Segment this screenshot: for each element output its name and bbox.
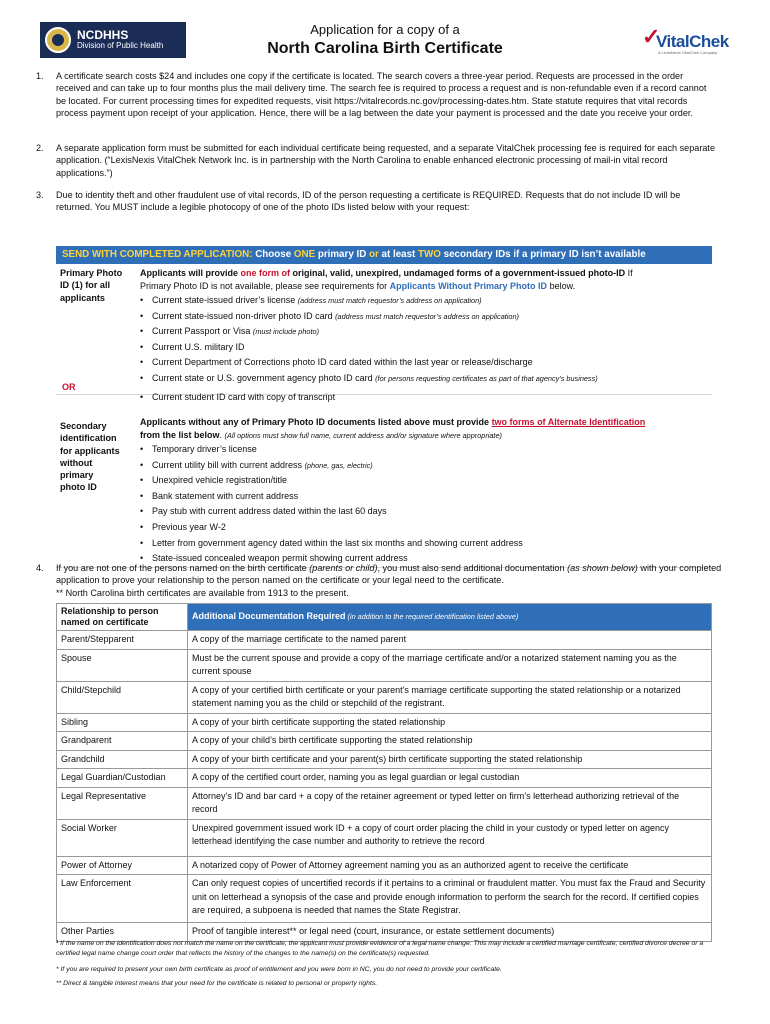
relationship-cell: Legal Guardian/Custodian <box>57 769 188 788</box>
list-item <box>140 489 523 505</box>
label-line: Primary Photo <box>60 268 123 278</box>
header-text: Additional Documentation Required <box>192 611 346 622</box>
item-note: (address must match requestor’s address on application) <box>335 311 519 321</box>
paragraph-number: 1. <box>36 71 44 81</box>
list-item <box>140 309 598 325</box>
label-line: for applicants <box>60 445 120 456</box>
footnote-3: ** Direct & tangible interest means that your need for the certificate is related to personal or property rights. <box>56 980 378 987</box>
banner-lead: SEND WITH COMPLETED APPLICATION: <box>62 249 253 260</box>
secondary-id-label <box>60 420 120 494</box>
table-row <box>57 769 712 788</box>
relationship-cell: Child/Stepchild <box>57 681 188 713</box>
intro-text: If <box>625 268 633 278</box>
primary-id-label <box>60 267 122 304</box>
documentation-cell: A copy of your certified birth certificate or your parent’s marriage certificate supporting the stated relationship or a notarized statement naming you as the child or stepchild of the registrant. <box>188 681 712 713</box>
documentation-cell: Attorney’s ID and bar card + a copy of the retainer agreement or typed letter on firm’s letterhead authorizing retrieval of the record <box>188 787 712 819</box>
text-run: (parents or child) <box>309 563 378 573</box>
intro-text: from the list below <box>140 429 220 440</box>
table-row <box>57 856 712 875</box>
documentation-cell: Unexpired government issued work ID + a copy of court order placing the child in your custody or typed letter on agency letterhead identifying the case number and authority to retrieve the record <box>188 819 712 856</box>
table-row <box>57 681 712 713</box>
item-text: Current utility bill with current address <box>152 459 305 470</box>
list-item <box>140 473 523 489</box>
intro-text: original, valid, unexpired, undamaged forms of a government-issued photo-ID <box>290 268 626 278</box>
label-line: photo ID <box>60 482 97 493</box>
list-item <box>140 504 523 520</box>
banner-text: Choose <box>252 249 294 260</box>
table-row <box>57 875 712 923</box>
item-text: Unexpired vehicle registration/title <box>152 475 288 486</box>
secondary-id-row <box>56 395 712 568</box>
table-row <box>57 819 712 856</box>
item-note: (for persons requesting certificates as part of that agency’s business) <box>375 373 598 383</box>
primary-id-row <box>56 264 712 402</box>
item-text: Letter from government agency dated within the last six months and showing current address <box>152 537 523 548</box>
checkmark-icon: ✓ <box>642 24 661 49</box>
relationship-cell: Other Parties <box>57 923 188 942</box>
secondary-id-intro <box>140 416 710 442</box>
item-text: Previous year W-2 <box>152 521 226 532</box>
paragraph-text: A separate application form must be submitted for each individual certificate being requested, and a separate VitalChek processing fee is required for each separate application. (“LexisNexis VitalChek Network Inc. is in partnership with the North Carolina to enable enhanced electronic processing of mail-in vital record applications.”) <box>56 143 716 178</box>
label-line: ID (1) for all <box>60 280 111 291</box>
text-run: , you must also send additional documentation <box>377 563 568 573</box>
label-line: identification <box>60 433 117 444</box>
or-divider: OR <box>62 382 76 392</box>
banner-emphasis: TWO <box>418 249 441 260</box>
relationship-table <box>56 603 712 942</box>
table-row <box>57 750 712 769</box>
banner-text: primary ID <box>315 249 370 260</box>
label-line: primary <box>60 470 94 481</box>
item-text: Current state or U.S. government agency photo ID card <box>152 372 376 383</box>
banner-text: secondary IDs if a primary ID isn’t available <box>440 249 646 260</box>
intro-text: . <box>219 429 225 440</box>
list-item <box>140 340 598 356</box>
relationship-cell: Grandchild <box>57 750 188 769</box>
paragraph-2 <box>36 142 716 179</box>
primary-id-list <box>140 293 598 405</box>
vitalchek-name: VitalChek <box>656 32 729 51</box>
item-note: (address must match requestor’s address on application) <box>297 296 482 305</box>
item-text: State-issued concealed weapon permit showing current address <box>152 553 408 564</box>
relationship-cell: Law Enforcement <box>57 875 188 923</box>
relationship-cell: Legal Representative <box>57 787 188 819</box>
item-note: (must include photo) <box>252 327 320 337</box>
item-text: Current state-issued non-driver photo ID card <box>152 310 336 321</box>
intro-text: Primary Photo ID is not available, please see requirements for <box>140 280 390 291</box>
item-text: Pay stub with current address dated within the last 60 days <box>152 506 387 517</box>
banner-emphasis: ONE <box>293 249 316 260</box>
table-row <box>57 787 712 819</box>
intro-text: Applicants will provide <box>140 268 241 278</box>
table-row <box>57 649 712 681</box>
paragraph-text <box>56 562 726 599</box>
footnote-1: ¹ If the name on the identification does not match the name on the certificate, the applicant must provide evidence of a legal name change. This may include a certified marriage certificate, certified divorce decree or a certified legal name change court order that reflects the history of the changes to the name(s) on the certificate(s) requested. <box>56 940 704 957</box>
column-header-relationship: Relationship to person named on certificate <box>57 604 188 631</box>
relationship-cell: Sibling <box>57 713 188 732</box>
item-note: (phone, gas, electric) <box>304 460 373 470</box>
documentation-cell: A copy of your birth certificate and your parent(s) birth certificate supporting the stated relationship <box>188 750 712 769</box>
documentation-cell: A copy of the certified court order, naming you as legal guardian or legal custodian <box>188 769 712 788</box>
paragraph-text: Due to identity theft and other fraudulent use of vital records, ID of the person requesting a certificate is REQUIRED. Requests that do not include ID will be returned. You MUST include a legible photocopy of one of the photo IDs listed below with your request: <box>56 190 681 213</box>
list-item <box>140 442 523 458</box>
primary-id-intro <box>140 267 710 292</box>
relationship-cell: Spouse <box>57 649 188 681</box>
secondary-id-list <box>140 442 523 567</box>
table-header-row <box>57 604 712 631</box>
text-run: with your completed application to prove your relationship to the person named on the certificate or your legal need to the certificate. <box>56 563 722 586</box>
item-text: Temporary driver’s license <box>152 444 257 454</box>
text-run: If you are not one of the persons named on the birth certificate <box>56 563 310 573</box>
documentation-cell: A notarized copy of Power of Attorney agreement naming you as an authorized agent to receive the certificate <box>188 856 712 875</box>
footnote-2: * If you are required to present your own birth certificate as proof of entitlement and you were born in NC, you do not need to provide your certificate. <box>56 966 502 973</box>
list-item <box>140 324 598 340</box>
label-line: Secondary <box>60 421 107 431</box>
table-row <box>57 631 712 650</box>
label-line: without <box>60 457 93 468</box>
table-row <box>57 732 712 751</box>
id-requirements-banner <box>56 246 712 264</box>
header-note: (in addition to the required identification listed above) <box>345 612 519 622</box>
intro-emphasis: two forms of Alternate Identification <box>491 417 646 427</box>
relationship-cell: Grandparent <box>57 732 188 751</box>
relationship-cell: Parent/Stepparent <box>57 631 188 650</box>
list-item <box>140 355 598 371</box>
item-text: Current state-issued driver’s license <box>152 295 298 305</box>
ncdhhs-division: Division of Public Health <box>77 41 164 51</box>
ncdhhs-name: NCDHHS <box>77 28 129 42</box>
intro-text: Applicants without any of Primary Photo ID documents listed above must provide <box>140 417 492 427</box>
paragraph-4 <box>36 562 726 599</box>
list-item <box>140 536 523 552</box>
documentation-cell: Must be the current spouse and provide a copy of the marriage certificate and/or a notarized statement naming you as the current spouse <box>188 649 712 681</box>
intro-text: below. <box>547 280 576 291</box>
text-run: (as shown below) <box>567 563 638 573</box>
documentation-cell: A copy of the marriage certificate to the named parent <box>188 631 712 650</box>
id-requirements-box <box>56 246 712 568</box>
column-header-documentation <box>188 604 712 631</box>
item-text: Current student ID card with copy of transcript <box>152 391 336 402</box>
relationship-cell: Power of Attorney <box>57 856 188 875</box>
item-text: Current Passport or Visa <box>152 326 253 337</box>
banner-emphasis: or <box>369 249 379 260</box>
label-line: applicants <box>60 292 105 303</box>
item-text: Current Department of Corrections photo ID card dated within the last year or release/discharge <box>152 357 533 368</box>
list-item <box>140 520 523 536</box>
relationship-cell: Social Worker <box>57 819 188 856</box>
paragraph-1 <box>36 70 716 119</box>
intro-note: (All options must show full name, current address and/or signature where appropriate) <box>224 430 502 440</box>
vitalchek-logo <box>642 26 732 56</box>
documentation-cell: A copy of your birth certificate supporting the stated relationship <box>188 713 712 732</box>
item-text: Bank statement with current address <box>152 490 299 501</box>
paragraph-number: 2. <box>36 143 44 153</box>
item-text: Current U.S. military ID <box>152 341 245 352</box>
documentation-cell: A copy of your child’s birth certificate supporting the stated relationship <box>188 732 712 751</box>
documentation-cell: Proof of tangible interest** or legal need (court, insurance, or estate settlement documents) <box>188 923 712 942</box>
paragraph-number: 3. <box>36 190 44 200</box>
banner-text: at least <box>378 249 419 260</box>
text-run: ** North Carolina birth certificates are available from 1913 to the present. <box>56 587 349 598</box>
intro-emphasis: one form of <box>240 268 291 278</box>
paragraph-3 <box>36 189 716 214</box>
intro-link-text: Applicants Without Primary Photo ID <box>389 280 548 291</box>
list-item <box>140 458 523 474</box>
header <box>0 0 770 64</box>
paragraph-text: A certificate search costs $24 and includes one copy if the certificate is located. The search covers a three-year period. Requests are processed in the order received and can take up to four months plus the mail delivery time. The search fee is required to process a request and is non-refundable even if a record cannot be located. For current processing times for expedited requests, visit https://vitalrecords.nc.gov/processing-dates.htm. State statute requires that vital records process payment upon receipt of your application. Hence, there will be a lag between the date your payment is processed and the date you receive your order. <box>56 71 707 118</box>
list-item <box>140 293 598 309</box>
page-title: North Carolina Birth Certificate <box>267 40 503 57</box>
table-row <box>57 713 712 732</box>
list-item <box>140 371 598 387</box>
documentation-cell: Can only request copies of uncertified records if it pertains to a criminal or fraudulent matter. You must fax the Fraud and Security unit on letterhead a synopsis of the case and provide enough information to perform the search for the record. If certified copies are required, a subpoena is needed that names the State Registrar. <box>188 875 712 923</box>
paragraph-number: 4. <box>36 563 44 573</box>
title-line-1: Application for a copy of a <box>310 22 460 37</box>
vitalchek-tagline: A LexisNexis VitalChek Company <box>658 50 718 55</box>
